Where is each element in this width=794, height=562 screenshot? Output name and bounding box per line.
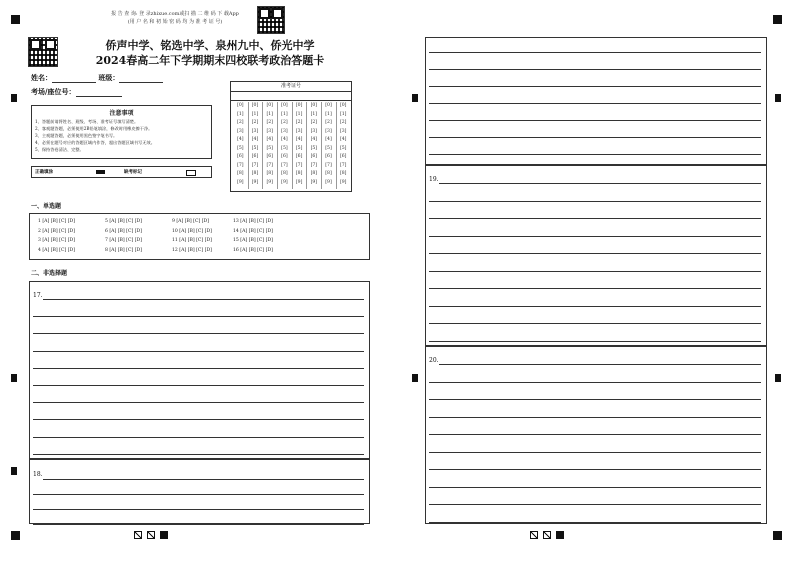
class-field[interactable] <box>119 75 163 83</box>
page-mark-slash <box>543 531 551 539</box>
answer-line <box>33 333 364 334</box>
answer-line <box>429 434 761 435</box>
admission-digit-bubble[interactable]: [9] <box>325 179 332 185</box>
admission-digit-bubble[interactable]: [0] <box>310 103 318 108</box>
name-label: 姓名： <box>31 73 52 82</box>
admission-digit-bubble[interactable]: [0] <box>251 103 259 108</box>
answer-line <box>439 364 761 365</box>
admission-digit-bubble[interactable]: [9] <box>310 179 318 185</box>
admission-digit-bubble[interactable]: [5] <box>281 145 288 151</box>
answer-line <box>429 522 761 523</box>
admission-digit-bubble[interactable]: [4] <box>237 137 244 142</box>
answer-line <box>429 201 761 202</box>
admission-digit-bubble[interactable]: [3] <box>237 128 244 134</box>
answer-line <box>429 253 761 254</box>
admission-digit-bubble[interactable]: [1] <box>295 111 303 117</box>
answer-line <box>439 183 761 184</box>
answer-line <box>429 306 761 307</box>
admission-columns <box>233 102 349 189</box>
answer-box-q18[interactable] <box>29 459 370 524</box>
class-label: 班级： <box>98 73 120 82</box>
title-line2: 2024春高二年下学期期末四校联考政治答题卡 <box>95 54 325 67</box>
admission-digit-bubble[interactable]: [6] <box>251 154 259 159</box>
answer-line <box>43 299 364 300</box>
admission-digit-bubble[interactable]: [7] <box>237 162 244 168</box>
admission-digit-column <box>336 102 351 189</box>
admission-digit-bubble[interactable]: [3] <box>310 128 318 134</box>
admission-digit-bubble[interactable]: [8] <box>281 171 288 176</box>
fill-sample-box <box>31 166 212 178</box>
side-mark <box>775 94 781 102</box>
admission-digit-bubble[interactable]: [2] <box>339 120 347 125</box>
admission-digit-bubble[interactable]: [9] <box>266 179 273 185</box>
admission-digit-bubble[interactable]: [5] <box>266 145 273 151</box>
answer-line <box>33 494 364 495</box>
admission-digit-bubble[interactable]: [0] <box>237 103 244 108</box>
admission-digit-bubble[interactable]: [6] <box>266 154 273 159</box>
corner-mark-bottom-left <box>11 531 20 540</box>
admission-digit-bubble[interactable]: [8] <box>295 171 303 176</box>
admission-digit-bubble[interactable]: [5] <box>325 145 332 151</box>
admission-digit-bubble[interactable]: [6] <box>310 154 318 159</box>
admission-number-grid <box>230 81 352 192</box>
answer-line <box>33 419 364 420</box>
answer-line <box>429 69 761 70</box>
choice-question-9[interactable]: 9 [A] [B] [C] [D] <box>172 219 209 224</box>
side-mark <box>11 467 17 475</box>
question-17-label: 17. <box>33 292 43 299</box>
answer-line <box>429 504 761 505</box>
admission-digit-bubble[interactable]: [8] <box>266 171 273 176</box>
admission-digit-bubble[interactable]: [6] <box>281 154 288 159</box>
admission-title: 准考证号 <box>231 82 351 92</box>
admission-digit-bubble[interactable]: [9] <box>251 179 259 185</box>
side-mark <box>11 374 17 382</box>
answer-line <box>429 417 761 418</box>
admission-digit-bubble[interactable]: [7] <box>310 162 318 168</box>
corner-mark-top-right <box>773 15 782 24</box>
notice-item: 4、必须在题号对应的答题区域内作答，超出答题区域书写无效。 <box>35 140 155 145</box>
absent-mark-box[interactable] <box>186 170 196 176</box>
correct-fill-example <box>96 170 105 174</box>
answer-line <box>33 351 364 352</box>
admission-digit-bubble[interactable]: [1] <box>237 111 244 117</box>
choice-question-7[interactable]: 7 [A] [B] [C] [D] <box>105 238 142 243</box>
answer-line <box>429 382 761 383</box>
admission-digit-bubble[interactable]: [2] <box>295 120 303 125</box>
answer-line <box>33 454 364 455</box>
choice-question-8[interactable]: 8 [A] [B] [C] [D] <box>105 247 142 253</box>
admission-digit-bubble[interactable]: [1] <box>281 111 288 117</box>
admission-digit-column <box>307 102 323 189</box>
app-qr-code <box>257 6 285 34</box>
answer-line <box>429 323 761 324</box>
admission-digit-bubble[interactable]: [1] <box>339 111 347 117</box>
admission-digit-bubble[interactable]: [7] <box>339 162 347 168</box>
choice-question-10[interactable]: 10 [A] [B] [C] [D] <box>172 228 212 234</box>
corner-mark-bottom-right <box>773 531 782 540</box>
admission-digit-bubble[interactable]: [1] <box>251 111 259 117</box>
notice-title: 注意事项 <box>109 110 134 117</box>
admission-digit-bubble[interactable]: [9] <box>281 179 288 185</box>
seat-label: 考场/座位号： <box>31 87 76 96</box>
admission-digit-bubble[interactable]: [0] <box>295 103 303 108</box>
page-mark-solid <box>556 531 564 539</box>
admission-digit-bubble[interactable]: [7] <box>251 162 259 168</box>
answer-line <box>429 52 761 53</box>
side-mark <box>412 94 418 102</box>
choice-question-15[interactable]: 15 [A] [B] [C] [D] <box>233 238 273 243</box>
page-mark-solid <box>160 531 168 539</box>
notice-item: 1、答题前请将姓名、班级、考场、准考证号填写清楚。 <box>35 119 139 124</box>
admission-digit-bubble[interactable]: [6] <box>237 154 244 159</box>
answer-line <box>429 236 761 237</box>
admission-digit-bubble[interactable]: [8] <box>310 171 318 176</box>
admission-digit-bubble[interactable]: [1] <box>310 111 318 117</box>
choice-question-14[interactable]: 14 [A] [B] [C] [D] <box>233 228 273 234</box>
admission-digit-bubble[interactable]: [1] <box>266 111 273 117</box>
admission-digit-bubble[interactable]: [4] <box>295 137 303 142</box>
seat-field[interactable] <box>76 89 122 97</box>
correct-fill-label: 正确填涂 <box>35 170 53 175</box>
student-qr-code <box>28 37 58 67</box>
admission-digit-bubble[interactable]: [7] <box>325 162 332 168</box>
title-line1: 侨声中学、铭选中学、泉州九中、侨光中学 <box>105 39 315 52</box>
answer-line <box>43 479 364 480</box>
answer-box-continued[interactable] <box>425 37 767 165</box>
admission-digit-bubble[interactable]: [5] <box>237 145 244 151</box>
top-note-line2: (用 户 名 和 初 始 密 码 均 为 准 考 证 号) <box>127 19 223 25</box>
answer-line <box>33 509 364 510</box>
admission-digit-bubble[interactable]: [7] <box>281 162 288 168</box>
admission-digit-bubble[interactable]: [2] <box>237 120 244 125</box>
admission-digit-bubble[interactable]: [3] <box>281 128 288 134</box>
answer-line <box>429 487 761 488</box>
top-note-line1: 报 告 查 询: 登 录zhixue.com或扫 描 二 维 码 下 载App <box>111 11 239 17</box>
side-mark <box>412 374 418 382</box>
choice-question-11[interactable]: 11 [A] [B] [C] [D] <box>172 238 212 243</box>
admission-digit-bubble[interactable]: [5] <box>251 145 259 151</box>
answer-line <box>33 385 364 386</box>
page-title <box>70 38 350 68</box>
admission-digit-bubble[interactable]: [9] <box>237 179 244 185</box>
admission-digit-bubble[interactable]: [3] <box>339 128 347 134</box>
answer-box-q17[interactable] <box>29 281 370 459</box>
side-mark <box>11 94 17 102</box>
admission-digit-bubble[interactable]: [8] <box>237 171 244 176</box>
name-class-row <box>31 73 163 83</box>
page-mark-slash <box>147 531 155 539</box>
notice-item: 5、保持答卷清洁、完整。 <box>35 147 84 152</box>
answer-line <box>429 86 761 87</box>
admission-digit-column <box>292 102 308 189</box>
answer-line <box>33 524 364 525</box>
page-mark-slash <box>134 531 142 539</box>
answer-line <box>429 154 761 155</box>
admission-digit-bubble[interactable]: [2] <box>310 120 318 125</box>
question-20-label: 20. <box>429 357 439 364</box>
section2-title: 二、非选择题 <box>31 270 68 277</box>
admission-digit-bubble[interactable]: [5] <box>339 145 347 151</box>
admission-digit-column <box>248 102 264 189</box>
admission-digit-bubble[interactable]: [2] <box>251 120 259 125</box>
answer-line <box>33 368 364 369</box>
answer-box-q19[interactable] <box>425 165 767 346</box>
name-field[interactable] <box>52 75 96 83</box>
admission-input-row <box>231 92 351 101</box>
answer-line <box>33 402 364 403</box>
side-mark <box>775 374 781 382</box>
answer-line <box>429 341 761 342</box>
page-mark-slash <box>530 531 538 539</box>
choice-question-13[interactable]: 13 [A] [B] [C] [D] <box>233 219 273 224</box>
absent-mark-label: 缺考标记 <box>124 170 142 175</box>
choice-question-1[interactable]: 1 [A] [B] [C] [D] <box>38 219 75 224</box>
admission-digit-bubble[interactable]: [9] <box>339 179 347 185</box>
admission-digit-bubble[interactable]: [2] <box>266 120 273 125</box>
admission-digit-bubble[interactable]: [6] <box>295 154 303 159</box>
answer-line <box>429 288 761 289</box>
seat-row <box>31 87 122 97</box>
admission-digit-bubble[interactable]: [3] <box>266 128 273 134</box>
admission-digit-bubble[interactable]: [8] <box>251 171 259 176</box>
admission-digit-column <box>233 102 249 189</box>
admission-digit-bubble[interactable]: [5] <box>295 145 303 151</box>
notice-item: 3、主观题答题，必须使用黑色签字笔书写。 <box>35 133 118 138</box>
admission-digit-bubble[interactable]: [7] <box>295 162 303 168</box>
admission-digit-bubble[interactable]: [9] <box>295 179 303 185</box>
admission-digit-bubble[interactable]: [2] <box>281 120 288 125</box>
answer-line <box>429 452 761 453</box>
choice-question-2[interactable]: 2 [A] [B] [C] [D] <box>38 228 75 234</box>
report-query-note <box>105 10 245 26</box>
answer-line <box>429 137 761 138</box>
choice-question-4[interactable]: 4 [A] [B] [C] [D] <box>38 247 75 253</box>
admission-digit-bubble[interactable]: [0] <box>266 103 273 108</box>
admission-digit-bubble[interactable]: [4] <box>325 137 332 142</box>
answer-line <box>33 316 364 317</box>
answer-line <box>429 218 761 219</box>
answer-line <box>33 437 364 438</box>
choice-question-6[interactable]: 6 [A] [B] [C] [D] <box>105 228 142 234</box>
answer-line <box>429 271 761 272</box>
admission-digit-bubble[interactable]: [0] <box>325 103 332 108</box>
question-19-label: 19. <box>429 176 439 183</box>
choice-question-5[interactable]: 5 [A] [B] [C] [D] <box>105 219 142 224</box>
admission-digit-column <box>321 102 337 189</box>
question-18-label: 18. <box>33 471 43 478</box>
admission-digit-column <box>262 102 278 189</box>
choice-question-3[interactable]: 3 [A] [B] [C] [D] <box>38 238 75 243</box>
choice-question-16[interactable]: 16 [A] [B] [C] [D] <box>233 247 273 253</box>
admission-digit-bubble[interactable]: [4] <box>339 137 347 142</box>
admission-digit-bubble[interactable]: [8] <box>325 171 332 176</box>
corner-mark-top-left <box>11 15 20 24</box>
answer-line <box>429 103 761 104</box>
admission-digit-bubble[interactable]: [3] <box>325 128 332 134</box>
admission-digit-bubble[interactable]: [7] <box>266 162 273 168</box>
admission-digit-bubble[interactable]: [4] <box>266 137 273 142</box>
admission-digit-bubble[interactable]: [3] <box>295 128 303 134</box>
single-choice-box <box>29 213 370 260</box>
admission-digit-bubble[interactable]: [8] <box>339 171 347 176</box>
admission-digit-bubble[interactable]: [1] <box>325 111 332 117</box>
admission-digit-bubble[interactable]: [3] <box>251 128 259 134</box>
notice-box <box>31 105 212 159</box>
admission-digit-bubble[interactable]: [2] <box>325 120 332 125</box>
answer-line <box>429 469 761 470</box>
notice-item: 2、客观题答题，必须使用2B铅笔填涂，修改时用橡皮擦干净。 <box>35 126 153 131</box>
admission-digit-bubble[interactable]: [4] <box>281 137 288 142</box>
admission-digit-bubble[interactable]: [6] <box>339 154 347 159</box>
answer-box-q20[interactable] <box>425 346 767 524</box>
admission-digit-bubble[interactable]: [4] <box>310 137 318 142</box>
answer-line <box>429 399 761 400</box>
admission-digit-bubble[interactable]: [0] <box>339 103 347 108</box>
admission-digit-bubble[interactable]: [4] <box>251 137 259 142</box>
admission-digit-bubble[interactable]: [6] <box>325 154 332 159</box>
admission-digit-bubble[interactable]: [5] <box>310 145 318 151</box>
answer-line <box>429 120 761 121</box>
admission-digit-bubble[interactable]: [0] <box>281 103 288 108</box>
admission-digit-column <box>277 102 293 189</box>
section1-title: 一、单选题 <box>31 203 62 210</box>
choice-question-12[interactable]: 12 [A] [B] [C] [D] <box>172 247 212 253</box>
